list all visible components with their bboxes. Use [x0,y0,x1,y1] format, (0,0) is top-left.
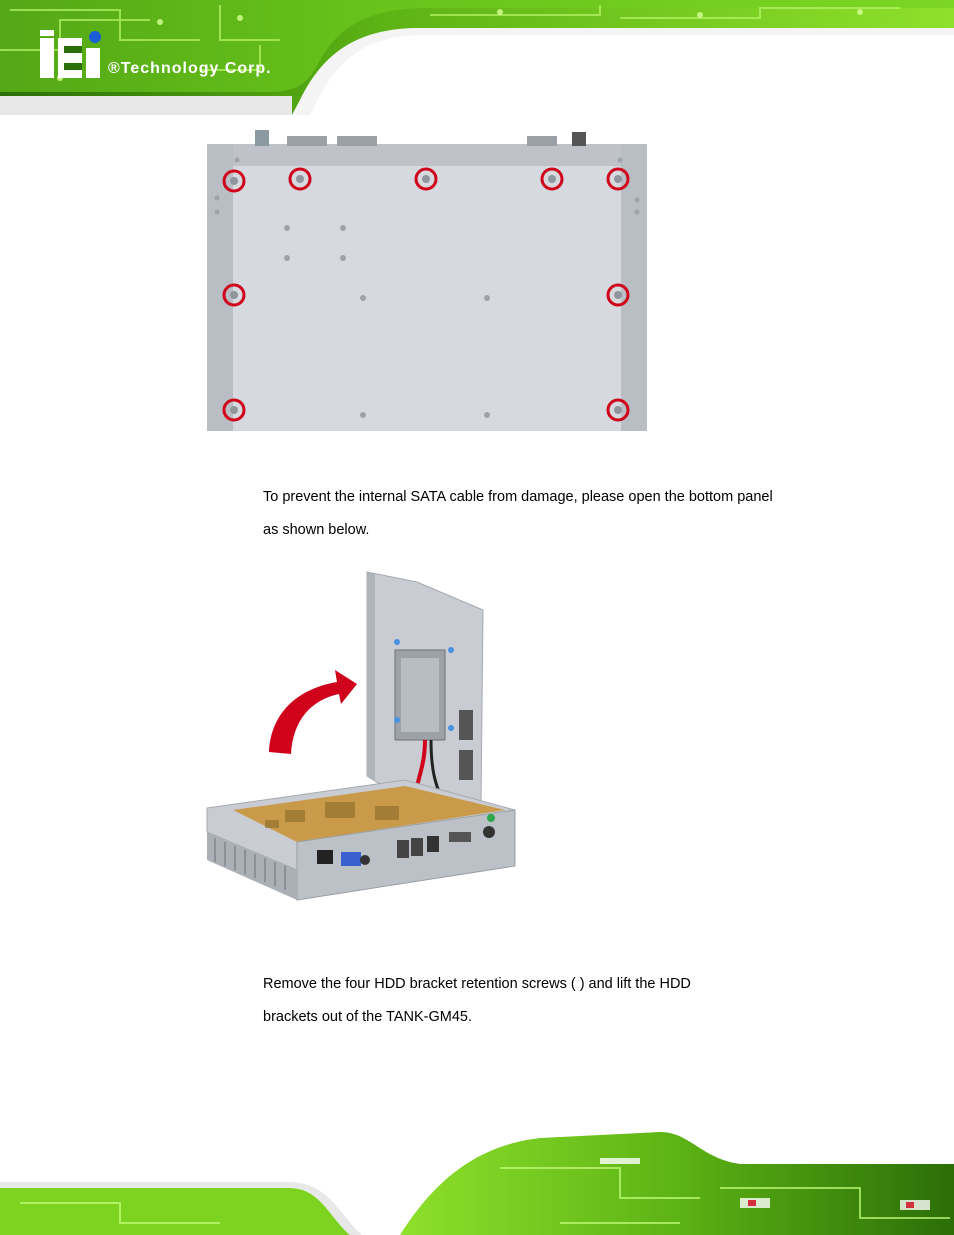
instruction-paragraph-1 [263,481,773,547]
header-banner [0,0,954,115]
circuit-board-header-graphic [0,0,954,115]
paragraph-1-line-1: To prevent the internal SATA cable from damage, please open the bottom panel [263,489,773,505]
footer-banner [0,1128,954,1235]
paragraph-2-line-2: brackets out of the TANK-GM45. [263,1009,472,1025]
company-name: ®Technology Corp. [108,60,272,77]
open-bottom-panel-figure [205,570,525,910]
instruction-paragraph-2 [263,968,691,1034]
open-arrow-icon [269,670,357,754]
paragraph-2-line-1: Remove the four HDD bracket retention screws ( ) and lift the HDD [263,976,691,992]
bottom-panel-screws-figure [207,130,647,431]
paragraph-1-line-2: as shown below. [263,522,370,538]
circuit-board-footer-graphic [0,1128,954,1235]
